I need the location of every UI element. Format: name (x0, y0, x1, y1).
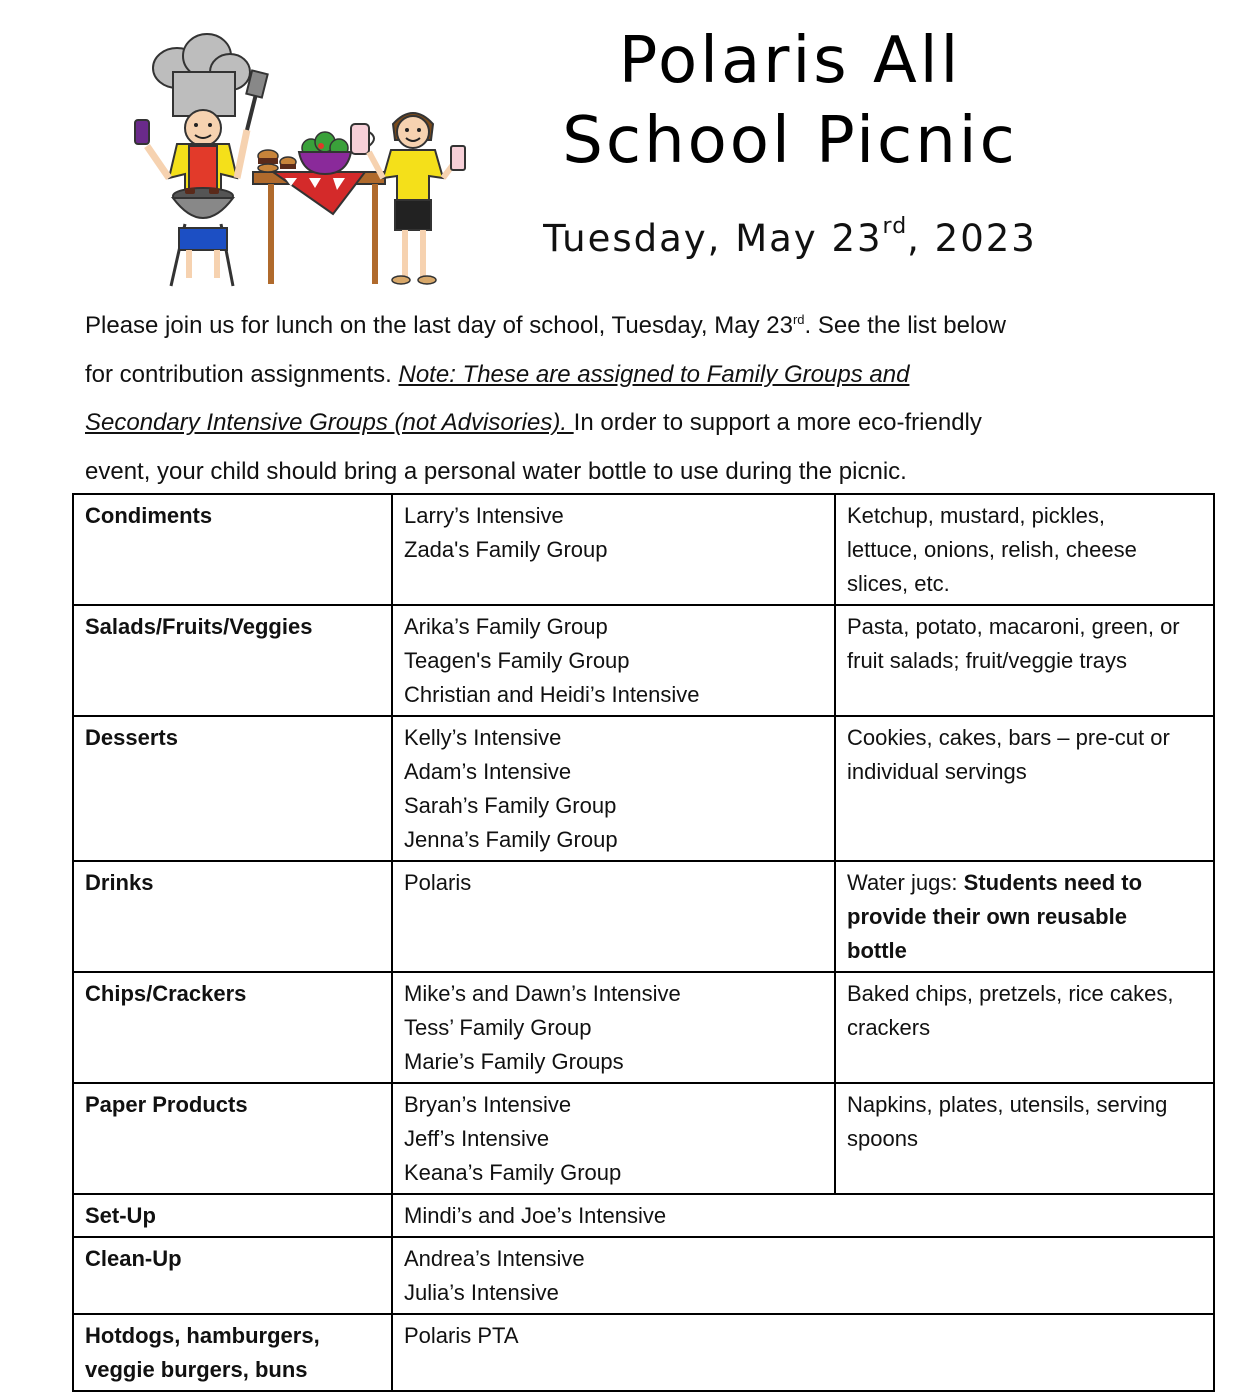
items-text: lettuce, onions, relish, cheese (847, 537, 1137, 562)
woman-figure (369, 113, 465, 284)
category-cell: Salads/Fruits/Veggies (73, 605, 392, 716)
woman-skirt (395, 200, 431, 230)
items-prefix: Water jugs: (847, 870, 964, 895)
picnic-clipart (125, 28, 485, 293)
items-cell (835, 716, 1214, 861)
category-line: Hotdogs, hamburgers, (85, 1323, 320, 1348)
items-text: Ketchup, mustard, pickles, (847, 503, 1106, 528)
groups-cell (392, 716, 835, 861)
intro-line-3 (85, 399, 1165, 448)
intro-text: In order to support a more eco-friendly (573, 409, 982, 436)
items-text: fruit salads; fruit/veggie trays (847, 648, 1128, 673)
intro-note: Note: These are assigned to Family Groups and (398, 360, 910, 388)
page-title-line1: Polaris All (618, 24, 962, 98)
category-cell: Desserts (73, 716, 392, 861)
items-cell (835, 605, 1214, 716)
group-name: Polaris (404, 870, 472, 895)
items-text: Napkins, plates, utensils, serving (847, 1092, 1168, 1117)
intro-paragraph (85, 296, 1165, 496)
date-suffix-sup: rd (882, 214, 908, 239)
group-name: Kelly’s Intensive (404, 725, 562, 750)
intro-line-4: event, your child should bring a personal water bottle to use during the picnic. (85, 457, 907, 485)
items-text: Cookies, cakes, bars – pre-cut or (847, 725, 1170, 750)
items-cell (835, 861, 1214, 972)
assignment-table (72, 493, 1215, 1392)
intro-line-1 (85, 296, 1165, 351)
items-emphasis: bottle (847, 938, 907, 963)
date-year: , 2023 (907, 217, 1037, 260)
intro-note: Secondary Intensive Groups (not Advisories). (85, 409, 574, 436)
page-title-line2: School Picnic (562, 104, 1018, 178)
group-name: Tess’ Family Group (404, 1015, 592, 1040)
group-name: Andrea’s Intensive (404, 1246, 585, 1271)
group-name: Teagen's Family Group (404, 648, 630, 673)
group-name: Mike’s and Dawn’s Intensive (404, 981, 681, 1006)
group-name: Zada's Family Group (404, 537, 608, 562)
groups-cell (392, 972, 835, 1083)
items-cell (835, 1083, 1214, 1194)
salad-bowl-icon (299, 132, 351, 174)
table-row (73, 1314, 1214, 1391)
items-text: Baked chips, pretzels, rice cakes, (847, 981, 1174, 1006)
items-text: individual servings (847, 759, 1027, 784)
date-prefix: Tuesday, May 23 (543, 217, 883, 260)
table-row (73, 972, 1214, 1083)
intro-text: . See the list below (804, 312, 1006, 339)
table-row (73, 1237, 1214, 1314)
items-emphasis: Students need to (963, 870, 1143, 895)
category-cell (73, 1314, 392, 1391)
items-cell (835, 494, 1214, 605)
items-text (847, 866, 1203, 900)
table-row (73, 494, 1214, 605)
groups-cell (392, 605, 835, 716)
groups-cell (392, 494, 835, 605)
category-cell: Set-Up (73, 1194, 392, 1237)
groups-cell (392, 1237, 1214, 1314)
group-name: Bryan’s Intensive (404, 1092, 572, 1117)
items-cell (835, 972, 1214, 1083)
intro-line-2 (85, 351, 1165, 400)
table-row (73, 605, 1214, 716)
glass-icon (451, 146, 465, 170)
group-name: Adam’s Intensive (404, 759, 572, 784)
table-row (73, 1083, 1214, 1194)
groups-cell (392, 861, 835, 972)
intro-text: Please join us for lunch on the last day of school, Tuesday, May 23 (85, 312, 793, 339)
group-name: Christian and Heidi’s Intensive (404, 682, 700, 707)
category-cell: Paper Products (73, 1083, 392, 1194)
category-cell: Clean-Up (73, 1237, 392, 1314)
group-name: Jeff’s Intensive (404, 1126, 550, 1151)
category-cell: Condiments (73, 494, 392, 605)
picnic-table-icon (253, 172, 385, 284)
group-name: Mindi’s and Joe’s Intensive (404, 1203, 667, 1228)
chef-face (185, 110, 221, 146)
groups-cell (392, 1314, 1214, 1391)
items-text: slices, etc. (847, 571, 950, 596)
group-name: Arika’s Family Group (404, 614, 608, 639)
group-name: Polaris PTA (404, 1323, 519, 1348)
event-date (535, 214, 1045, 260)
group-name: Marie’s Family Groups (404, 1049, 624, 1074)
group-name: Keana’s Family Group (404, 1160, 622, 1185)
intro-text: for contribution assignments. (85, 360, 399, 388)
pitcher-icon (351, 124, 374, 154)
chef-hat-icon (153, 34, 250, 116)
groups-cell (392, 1083, 835, 1194)
table-row (73, 716, 1214, 861)
items-emphasis: provide their own reusable (847, 904, 1127, 929)
items-text: spoons (847, 1126, 918, 1151)
intro-sup: rd (792, 312, 805, 327)
chef-pants (179, 228, 227, 250)
category-cell: Drinks (73, 861, 392, 972)
category-line: veggie burgers, buns (85, 1357, 308, 1382)
spatula-icon (246, 70, 267, 130)
group-name: Sarah’s Family Group (404, 793, 617, 818)
items-text: Pasta, potato, macaroni, green, or (847, 614, 1180, 639)
group-name: Jenna’s Family Group (404, 827, 618, 852)
table-row (73, 1194, 1214, 1237)
shaker-icon (135, 120, 149, 144)
burger-icon (258, 150, 296, 172)
table-row (73, 861, 1214, 972)
group-name: Julia’s Intensive (404, 1280, 559, 1305)
group-name: Larry’s Intensive (404, 503, 564, 528)
items-text: crackers (847, 1015, 931, 1040)
groups-cell (392, 1194, 1214, 1237)
category-cell: Chips/Crackers (73, 972, 392, 1083)
